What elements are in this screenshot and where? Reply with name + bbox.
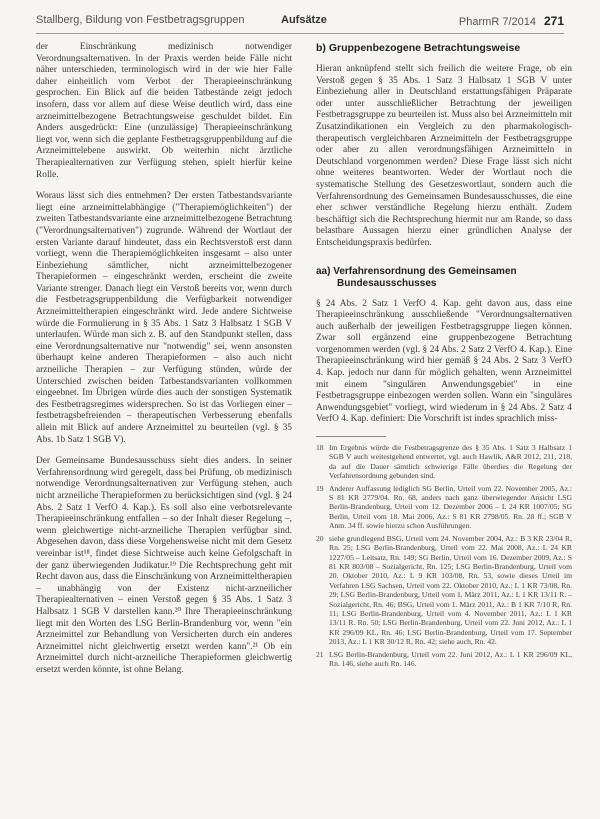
footnote-number: 18 — [316, 443, 324, 453]
subsection-heading-line2: Bundesausschusses — [337, 278, 437, 289]
footnotes — [316, 443, 572, 668]
header-author-title: Stallberg, Bildung von Festbetragsgruppen — [36, 14, 245, 26]
footnote-rule — [316, 436, 386, 437]
footnote — [316, 484, 572, 531]
paragraph: Der Gemeinsame Bundesausschuss sieht dies anders. In seiner Verfahrensordnung wird geregelt, dass bei Prüfung, ob medizinisch notwendige Verordnungsalternativen zur Verfügung stehen, auch nicht arzneiliche Therapieformen zu berücksichtigen sind (vgl. § 24 Abs. 2 Satz 1 VerfO 4. Kap.). Es soll also eine verbotsrelevante Therapieeinschränkung entfallen – so der Inhalt dieser Regelung –, wenn gleichwertige nicht-arzneiliche Therapien verfügbar sind. Abgesehen davon, dass diese Vorgehensweise nicht mit dem Gesetz vereinbar ist¹⁸, findet diese Sichtweise auch keine Gefolgschaft in der ganz überwiegenden Judikatur.¹⁹ Die Rechtsprechung geht mit Recht davon aus, dass die Einschränkung von Arzneimitteltherapien – unabhängig von der Existenz nicht-arzneilicher Therapiealternativen – einen Verstoß gegen § 35 Abs. 1 Satz 3 Halbsatz 1 SGB V darstellen kann.²⁰ Ihre Therapieeinschränkung liegt mit den Worten des LSG Berlin-Brandenburg vor, wenn "ein Arzneimittel zur Behandlung von Versicherten durch ein anderes Arzneimittel nicht gleichwertig ersetzt werden kann".²¹ Ob ein Arzneimittel durch nicht-arzneiliche Therapieformen gleichwertig ersetzt werden könnte, ist ohne Belang. — [36, 456, 292, 675]
footnote-number: 20 — [316, 533, 324, 543]
footnote-text: siehe grundlegend BSG, Urteil vom 24. November 2004, Az.: B 3 KR 23/04 R, Rn. 25; LSG Berlin-Brandenburg, Urteil vom 22. Mai 2008, Az.: L 24 KR 1227/05 – Leitsatz, Rn. 149; SG Berlin, Urteil vom 16. Dezember 2009, Az.: S 81 KR 803/08 – Sozialgericht, Rn. 125; LSG Berlin-Brandenburg, Urteil vom 20. Oktober 2010, Az.: L 9 KR 103/08, Rn. 53, sowie dieses Urteil im Verfahren LSG Sachsen, Urteil vom 22. Oktober 2010, Az.: L 1 KR 73/08, Rn. 29; LSG Berlin-Brandenburg, Urteil vom 1. März 2011, Az.: L 1 KR 13/11 R. – Sozialgericht, Rn. 46; BSG, Urteil vom 1. März 2011, Az.: B 1 KR 7/10 R, Rn. 11; LSG Berlin-Brandenburg, Urteil vom 4. November 2011, Az.: L 1 KR 13/11 R. Rn. 50; LSG Berlin-Brandenburg, Urteil vom 22. Juni 2012, Az.: L 1 KR 296/09 KL, Rn. 46; LSG Berlin-Brandenburg, Urteil vom 17. September 2013, Az.: L 1 KR 30/12 R, Rn. 42; siehe auch, Rn. 42. — [329, 533, 572, 647]
subsection-heading — [316, 266, 572, 291]
paragraph: Woraus lässt sich dies entnehmen? Der ersten Tatbestandsvariante liegt eine arzneimittelabhängige ("Therapiemöglichkeiten") der zweiten Tatbestandsvariante eine arzneimittelbezogene Betrachtung ("Verordnungsalternativen") zugrunde. Während der Wortlaut der ersten Variante darauf hindeutet, dass ein Rechtsverstoß erst dann vorliegt, wenn die Therapiemöglichkeiten insgesamt – also unter Einbeziehung sämtlicher, nicht arzneimittelbezogener Therapieformen – eingeschränkt werden, erscheint die zweite Variante strenger. Danach liegt ein Verstoß bereits vor, wenn durch die Festbetragsgruppenbildung die Verfügbarkeit notwendiger Arzneimitteltherapien eingeschränkt wird. Jede andere Sichtweise würde die Formulierung in § 35 Abs. 1 Satz 3 Halbsatz 1 SGB V unterlaufen. Würde man sich z. B. auf den Standpunkt stellen, dass eine Verordnungsalternative nur "notwendig" sei, wenn ansonsten überhaupt keine anderen Therapieformen – also auch nicht arzneiliche Therapien – zur Verfügung stünden, würde der Unterschied zwischen beiden Tatbestandsvarianten vollkommen eingeebnet. Im Übrigen würde dies auch der sonstigen Systematik des Festbetragsregimes widersprechen. So ist das Vorliegen einer – festbetragsbefreienden – therapeutischen Verbesserung ebenfalls allein mit Blick auf andere Arzneimittel zu beurteilen (vgl. § 35 Abs. 1b Satz 1 SGB V). — [36, 191, 292, 445]
paragraph: Hieran anknüpfend stellt sich freilich die weitere Frage, ob ein Verstoß gegen § 35 Abs. 1 Satz 3 Halbsatz 1 SGB V unter Einbeziehung aller in Deutschland erstattungsfähigen Präparate oder unter ausschließlicher Betrachtung der jeweiligen Festbetragsgruppe zu beurteilen ist. Muss also bei Arzneimitteln mit Zusatzindikationen ein Vergleich zu den pharmakologisch-therapeutisch vergleichbaren Arzneimitteln der Festbetragsgruppe oder aber zu allen verordnungsfähigen Arzneimitteln in Deutschland vorgenommen werden? Diese Frage lässt sich nicht ohne weiteres beantworten. Weder der Wortlaut noch die systematische Stellung des Gesetzeswortlaut, sondern auch die Verfahrensordnung des Gemeinsamen Bundesausschusses, die eine eher schwer verständliche Regelung hierzu enthält. Zudem beschäftigt sich die Rechtsprechung hiermit nur am Rande, so dass belastbare Aussagen hierzu einer gründlichen Analyse der Entscheidungspraxis bedürfen. — [316, 64, 572, 248]
footnote-number: 19 — [316, 483, 324, 493]
page-number: 271 — [543, 14, 564, 28]
header-section: Aufsätze — [281, 14, 327, 26]
header-issue: PharmR 7/2014 — [458, 16, 536, 28]
paragraph: der Einschränkung medizinisch notwendiger Verordnungsalternativen. In der Praxis werden beide Fälle nicht näher unterschieden, terminologisch wird in der wie hier Falle daher einheitlich vom Verbot der Therapieeinschränkung gesprochen. Ein Blick auf die beiden Tatbestände zeigt jedoch insofern, dass vor allem auf diese Weise deutlich wird, dass eine arzneimittelbezogene Betrachtungsweise geschuldet bildet. Ein Anders ausgedrückt: Eine (unzulässige) Therapieeinschränkung liegt vor, wenn sich die geplante Festbetragsgruppenbildung auf die Arzneimittelebene auswirkt. Ob weiterhin nicht ärztliche Therapiealternativen zur Verfügung stehen, spielt hierfür keine Rolle. — [36, 42, 292, 180]
section-heading: b) Gruppenbezogene Betrachtungsweise — [316, 42, 521, 54]
footnote — [316, 534, 572, 647]
left-column — [36, 42, 292, 686]
running-header — [36, 14, 564, 32]
subsection-heading-line1: aa) Verfahrensordnung des Gemeinsamen — [316, 265, 517, 277]
header-rule — [36, 33, 564, 34]
footnote-text: Anderer Auffassung lediglich SG Berlin, Urteil vom 22. November 2005, Az.: S 81 KR 2779/04. Rn. 68, anders nach ganz überwiegender Ansicht LSG Berlin-Brandenburg, Urteil vom 12. Dezember 2006 – L 24 KR 1007/05; SG Berlin, Urteil vom 18. Mai 2006, Az.: S 81 KR 2798/05. Rn. 28 ff.; SGB V Anm. 34 ff. sowie hierzu schon Ausführungen. — [329, 483, 572, 531]
footnote-text: Im Ergebnis würde die Festbetragsgrenze des § 35 Abs. 1 Satz 3 Halbsatz 1 SGB V auch weitestgehend entwertet, vgl. auch Hawlik, A&R 2012, 211, 218, da auf die Dauer sämtlich schwierige Fälle überdies die Regelung der Verfahrensordnung gebunden sind. — [329, 443, 572, 481]
footnote-number: 21 — [316, 649, 324, 659]
right-column — [316, 42, 572, 671]
footnote — [316, 650, 572, 669]
footnote-text: LSG Berlin-Brandenburg, Urteil vom 22. Juni 2012, Az.: L 1 KR 296/09 KL, Rn. 146, siehe auch Rn. 146. — [329, 649, 572, 668]
paragraph: § 24 Abs. 2 Satz 1 VerfO 4. Kap. geht davon aus, dass eine Therapieeinschränkung ausschließende "Verordnungsalternativen auch außerhalb der jeweiligen Festbetragsgruppe liegen können. Zwar soll ergänzend eine gruppenbezogene Betrachtung vorgenommen werden (vgl. § 24 Abs. 2 Satz 2 VerfO 4. Kap.). Eine Therapieeinschränkung wird hier gemäß § 24 Abs. 2 Satz 3 VerfO 4. Kap. jedoch nur dann für möglich gehalten, wenn Arzneimittel mit einem "singulären Anwendungsgebiet" in eine Festbetragsgruppe einbezogen werden sollen. Wann ein "singuläres Anwendungsgebiet" vorliegt, wird wiederum in § 24 Abs. 2 Satz 4 VerfO 4. Kap. definiert: Die Vorschrift ist indes sprachlich miss- — [316, 298, 572, 425]
footnote — [316, 443, 572, 481]
header-journal — [459, 14, 564, 28]
